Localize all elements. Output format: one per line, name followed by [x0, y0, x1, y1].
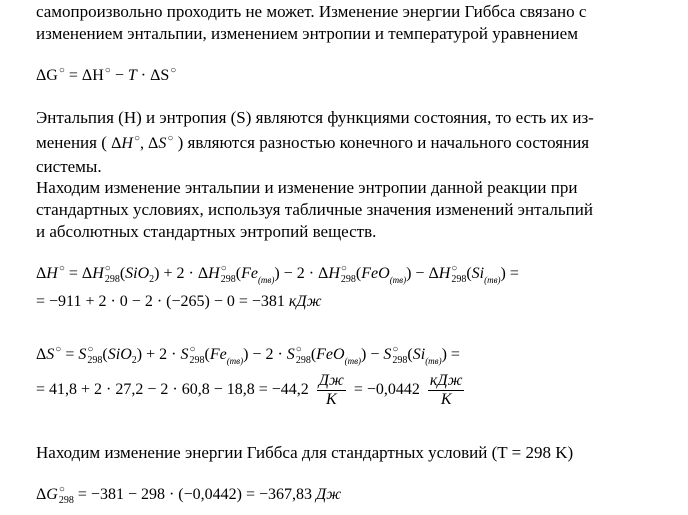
paragraph-4-line-1: Находим изменение энергии Гиббса для стандартных условий (T = 298 K)	[36, 443, 574, 462]
enthalpy-unit: кДж	[288, 293, 322, 310]
entropy-equation-line-1: $\Delta S^○ = S^○_{298}(SiO_2) + 2 \cdot S^○_{298}(Fe_{(тв)}) - 2 \cdot S^○_{298}(FeO_{(тв)}) - S^○_{298}(Si_{(тв)})$ =	[36, 344, 460, 366]
entropy-kj-num: кДж	[429, 372, 463, 389]
paragraph-1-line-1: самопроизвольно проходить не может. Изменение энергии Гиббса связано с	[36, 2, 587, 21]
entropy-kj-fraction	[428, 372, 465, 409]
entropy-unit-den: К	[326, 391, 337, 408]
paragraph-2-line-2b: ) являются разностью конечного и начального состояния	[177, 133, 590, 152]
gibbs-equation: ΔG○ = ΔH○ − T · ΔS○	[36, 65, 177, 84]
enthalpy-equation-line-1: $\Delta H^○ = \Delta H^○_{298}(SiO_2) + 2 \cdot \Delta H^○_{298}(Fe_{(тв)}) - 2 \cdot \Delta H^○_{298}(FeO_{(тв)}) - \Delta H^○_{298}(Si_{(тв)})$ =	[36, 263, 519, 285]
paragraph-3-line-3: и абсолютных стандартных энтропий веществ.	[36, 222, 377, 241]
paragraph-2-line-3: системы.	[36, 157, 102, 176]
paragraph-1-line-2: изменением энтальпии, изменением энтропии и температурой уравнением	[36, 24, 578, 43]
paragraph-2-line-1: Энтальпия (H) и энтропия (S) являются функциями состояния, то есть их из-	[36, 108, 594, 127]
entropy-unit-fraction	[317, 372, 346, 409]
gibbs-unit: Дж	[316, 486, 342, 503]
delta-h-delta-s-inline: ΔH○, ΔS○	[111, 133, 174, 152]
entropy-kj-value: = −0,0442	[353, 381, 420, 399]
paragraph-3-line-1: Находим изменение энтальпии и изменение энтропии данной реакции при	[36, 178, 578, 197]
gibbs-calculation: $\Delta G^○_{298} = -381 - 298 \cdot (-0,0442) = -367,83$ Дж	[36, 484, 342, 506]
enthalpy-equation-line-2	[36, 292, 321, 312]
gibbs-values: = −381 − 298 · (−0,0442) = −367,83	[77, 486, 313, 503]
entropy-unit-num: Дж	[318, 372, 344, 389]
entropy-equation-line-2	[36, 372, 468, 409]
enthalpy-values: = −911 + 2 · 0 − 2 · (−265) − 0 = −381	[36, 293, 285, 310]
entropy-kj-den: К	[440, 391, 452, 408]
paragraph-3-line-2: стандартных условиях, используя табличные значения изменений энтальпий	[36, 200, 593, 219]
paragraph-2-line-2a: менения (	[36, 133, 107, 152]
entropy-values: = 41,8 + 2 · 27,2 − 2 · 60,8 − 18,8 = −44,2	[36, 381, 309, 399]
paragraph-2-line-2	[36, 133, 589, 154]
